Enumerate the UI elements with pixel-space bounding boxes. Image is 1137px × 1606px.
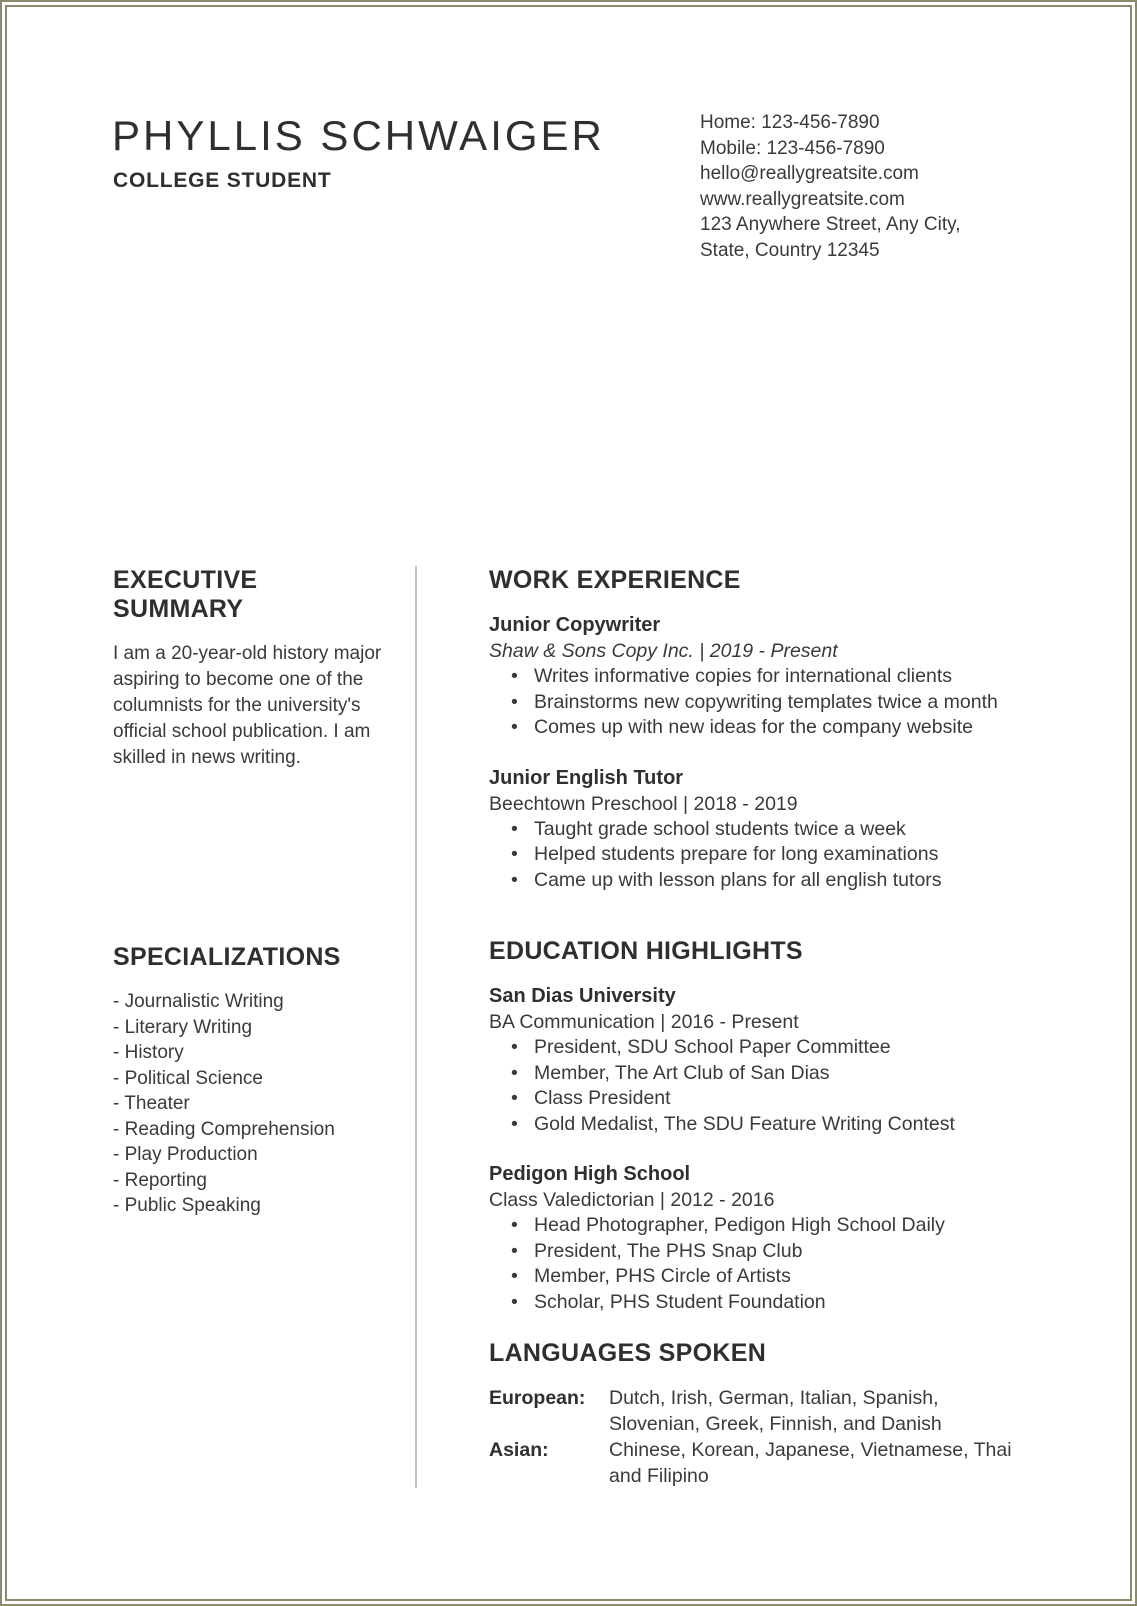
contact-address-line2: State, Country 12345 <box>700 239 880 261</box>
work-experience-heading: WORK EXPERIENCE <box>489 566 741 594</box>
job-entry <box>489 612 1024 741</box>
contact-mobile-phone: Mobile: 123-456-7890 <box>700 137 885 159</box>
specializations-list <box>113 989 390 1219</box>
languages-section <box>489 1339 1024 1489</box>
list-item: • Taught grade school students twice a week <box>489 817 1024 843</box>
specializations-section <box>113 943 390 1219</box>
job-bullet-list <box>489 664 1024 741</box>
language-row <box>489 1385 1024 1437</box>
list-item: - Reading Comprehension <box>113 1117 390 1143</box>
school-name: San Dias University <box>489 985 676 1007</box>
language-group-value: Chinese, Korean, Japanese, Vietnamese, Thai and Filipino <box>609 1439 1012 1487</box>
right-column <box>489 566 1024 1489</box>
list-item: • Scholar, PHS Student Foundation <box>489 1290 1024 1316</box>
school-entry <box>489 1161 1024 1315</box>
languages-heading: LANGUAGES SPOKEN <box>489 1339 767 1367</box>
list-item: - Public Speaking <box>113 1193 390 1219</box>
contact-email: hello@reallygreatsite.com <box>700 163 919 184</box>
contact-website: www.reallygreatsite.com <box>700 188 905 210</box>
language-group-value: Dutch, Irish, German, Italian, Spanish, Slovenian, Greek, Finnish, and Danish <box>609 1387 942 1435</box>
executive-summary-section <box>113 566 390 771</box>
list-item: • Came up with lesson plans for all english tutors <box>489 868 1024 894</box>
body-columns <box>113 566 1024 1489</box>
school-bullet-list <box>489 1035 1024 1137</box>
list-item: - History <box>113 1040 390 1066</box>
list-item: - Reporting <box>113 1168 390 1194</box>
list-item: • Gold Medalist, The SDU Feature Writing Contest <box>489 1112 1024 1138</box>
list-item: • President, SDU School Paper Committee <box>489 1035 1024 1061</box>
list-item: • Comes up with new ideas for the company website <box>489 715 1024 741</box>
column-divider <box>415 566 417 1488</box>
job-company-dates: Shaw & Sons Copy Inc. | 2019 - Present <box>489 640 838 662</box>
candidate-name: PHYLLIS SCHWAIGER <box>112 112 605 159</box>
specializations-heading: SPECIALIZATIONS <box>113 943 341 971</box>
contact-home-phone: Home: 123-456-7890 <box>700 112 880 133</box>
language-group-label: Asian: <box>489 1439 549 1461</box>
job-title: Junior Copywriter <box>489 614 661 636</box>
school-degree-dates: BA Communication | 2016 - Present <box>489 1011 799 1033</box>
education-section <box>489 937 1024 1315</box>
language-group-label: European: <box>489 1387 586 1409</box>
list-item: - Journalistic Writing <box>113 989 390 1015</box>
list-item: - Literary Writing <box>113 1015 390 1041</box>
work-experience-section <box>489 566 1024 893</box>
school-bullet-list <box>489 1213 1024 1315</box>
list-item: • Member, The Art Club of San Dias <box>489 1061 1024 1087</box>
list-item: • President, The PHS Snap Club <box>489 1239 1024 1265</box>
job-company-dates: Beechtown Preschool | 2018 - 2019 <box>489 792 798 815</box>
school-name: Pedigon High School <box>489 1163 691 1185</box>
job-bullet-list <box>489 817 1024 894</box>
list-item: • Writes informative copies for international clients <box>489 664 1024 690</box>
contact-address-line1: 123 Anywhere Street, Any City, <box>700 214 961 235</box>
list-item: - Political Science <box>113 1066 390 1092</box>
list-item: • Head Photographer, Pedigon High School Daily <box>489 1213 1024 1239</box>
education-heading: EDUCATION HIGHLIGHTS <box>489 937 803 965</box>
list-item: - Play Production <box>113 1142 390 1168</box>
list-item: • Brainstorms new copywriting templates twice a month <box>489 690 1024 716</box>
school-entry <box>489 983 1024 1137</box>
list-item: - Theater <box>113 1091 390 1117</box>
language-row <box>489 1437 1024 1489</box>
executive-summary-text: I am a 20-year-old history major aspiring to become one of the columnists for the university's official school publication. I am skilled in news writing. <box>113 643 382 768</box>
candidate-title: COLLEGE STUDENT <box>113 169 332 192</box>
job-entry <box>489 765 1024 894</box>
left-column <box>113 566 390 1219</box>
school-degree-dates: Class Valedictorian | 2012 - 2016 <box>489 1189 775 1211</box>
executive-summary-heading: EXECUTIVE SUMMARY <box>113 566 258 623</box>
list-item: • Class President <box>489 1086 1024 1112</box>
list-item: • Helped students prepare for long examinations <box>489 842 1024 868</box>
job-title: Junior English Tutor <box>489 766 684 789</box>
contact-block <box>700 110 961 263</box>
list-item: • Member, PHS Circle of Artists <box>489 1264 1024 1290</box>
